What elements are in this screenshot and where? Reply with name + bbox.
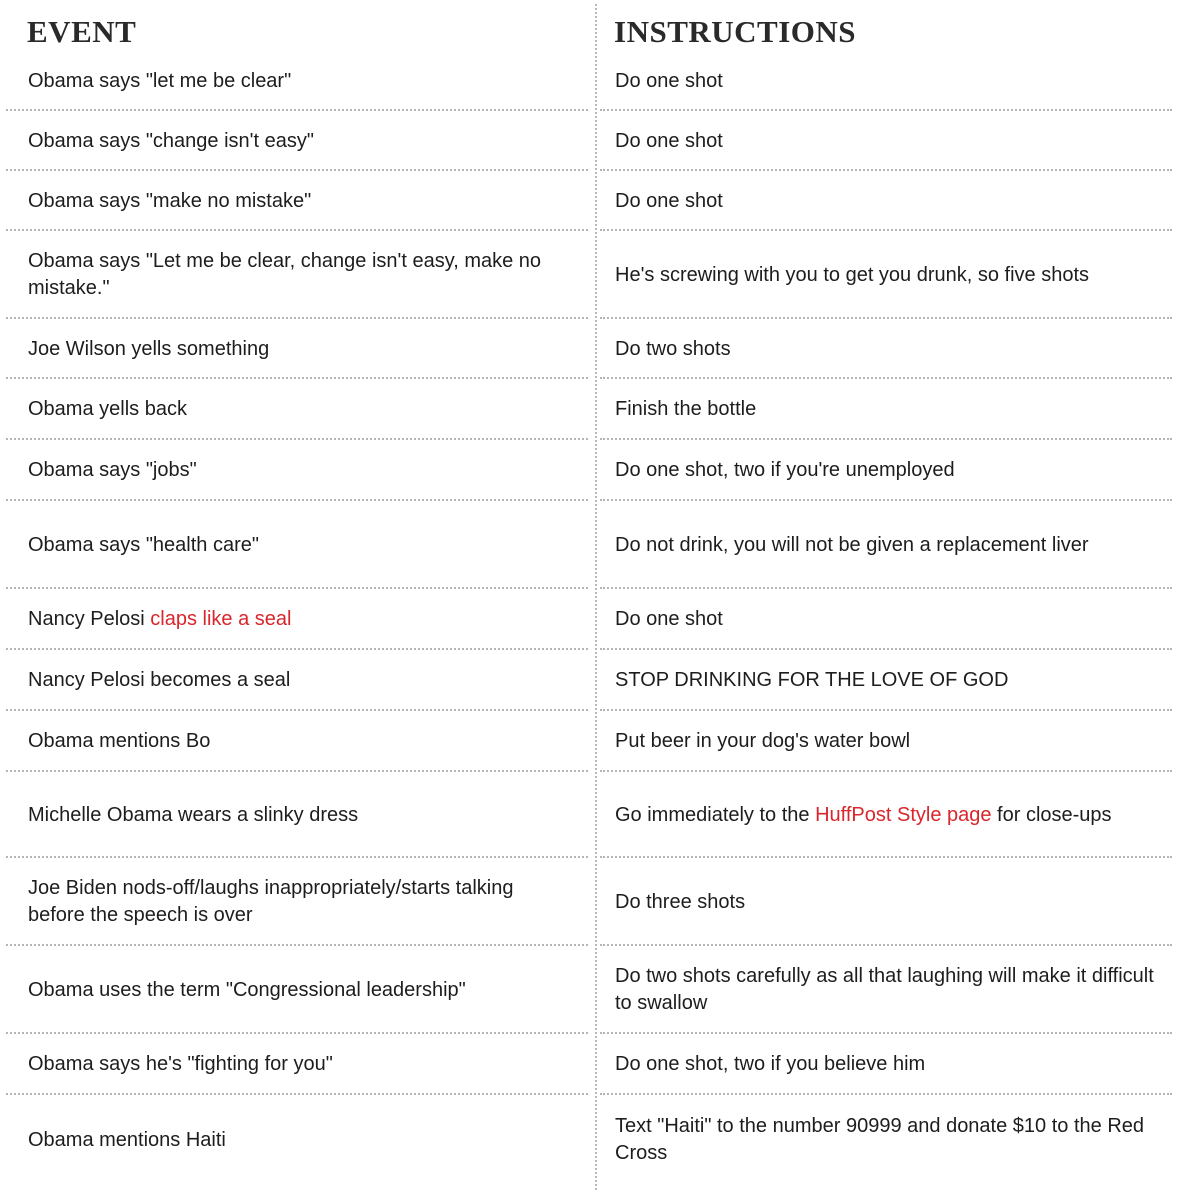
instruction-text: Do one shot	[615, 129, 723, 152]
instruction-cell	[615, 379, 1160, 440]
instruction-cell	[615, 111, 1160, 171]
event-text-prefix: Nancy Pelosi	[28, 608, 151, 630]
table-row	[0, 772, 1200, 858]
event-cell	[28, 711, 573, 772]
event-text: Obama mentions Bo	[28, 730, 211, 752]
event-cell	[28, 650, 573, 711]
instruction-cell	[615, 501, 1160, 589]
event-cell	[28, 772, 573, 858]
event-cell	[28, 440, 573, 501]
instruction-text: Do two shots	[615, 337, 731, 360]
instruction-cell	[615, 171, 1160, 231]
event-cell	[28, 589, 573, 650]
event-cell	[28, 379, 573, 440]
instruction-cell	[615, 440, 1160, 501]
instruction-cell	[615, 711, 1160, 772]
event-text: Obama says "let me be clear"	[28, 70, 292, 92]
instruction-cell	[615, 1034, 1160, 1095]
instruction-text: Do one shot, two if you're unemployed	[615, 459, 955, 481]
huffpost-style-page-link[interactable]: HuffPost Style page	[815, 803, 992, 826]
event-cell	[28, 171, 573, 231]
event-cell	[28, 52, 573, 111]
event-text	[28, 606, 291, 633]
instruction-cell	[615, 589, 1160, 650]
table-row	[0, 650, 1200, 711]
instruction-text: Do two shots carefully as all that laughing will make it difficult to swallow	[615, 965, 1154, 1014]
instruction-text: He's screwing with you to get you drunk, so five shots	[615, 263, 1090, 286]
event-cell	[28, 1095, 573, 1185]
event-cell	[28, 231, 573, 319]
instruction-cell	[615, 858, 1160, 946]
instruction-text-prefix: Go immediately to the	[615, 803, 816, 826]
table-row	[0, 711, 1200, 772]
table-row	[0, 231, 1200, 319]
event-text: Obama says "make no mistake"	[28, 189, 312, 212]
instruction-text: Do one shot	[615, 608, 723, 630]
instruction-cell	[615, 231, 1160, 319]
instruction-text: Do three shots	[615, 890, 746, 913]
event-cell	[28, 858, 573, 946]
table-row	[0, 589, 1200, 650]
table-row	[0, 379, 1200, 440]
instruction-text: Do not drink, you will not be given a replacement liver	[615, 533, 1089, 556]
event-text: Obama says "Let me be clear, change isn't easy, make no mistake."	[28, 250, 542, 299]
event-column-header: EVENT	[27, 14, 137, 49]
event-text: Obama yells back	[28, 398, 187, 420]
event-text: Obama says "jobs"	[28, 459, 197, 481]
event-cell	[28, 111, 573, 171]
instruction-cell	[615, 1095, 1160, 1185]
event-cell	[28, 319, 573, 379]
table-row	[0, 858, 1200, 946]
event-text: Michelle Obama wears a slinky dress	[28, 803, 359, 826]
instructions-column-header: INSTRUCTIONS	[614, 14, 857, 49]
instruction-text: Text "Haiti" to the number 90999 and donate $10 to the Red Cross	[615, 1115, 1145, 1164]
event-cell	[28, 946, 573, 1034]
table-row	[0, 440, 1200, 501]
event-text: Obama says he's "fighting for you"	[28, 1053, 333, 1075]
instruction-text: Put beer in your dog's water bowl	[615, 730, 911, 752]
event-text: Obama uses the term "Congressional leadership"	[28, 978, 466, 1001]
table-row	[0, 319, 1200, 379]
instruction-text: Do one shot, two if you believe him	[615, 1053, 926, 1075]
event-cell	[28, 1034, 573, 1095]
table-row	[0, 1034, 1200, 1095]
table-row	[0, 111, 1200, 171]
instruction-text	[615, 802, 1112, 829]
table-row	[0, 52, 1200, 111]
instruction-cell	[615, 319, 1160, 379]
instruction-cell	[615, 650, 1160, 711]
table-header	[0, 14, 1200, 54]
instruction-cell	[615, 772, 1160, 858]
table-row	[0, 501, 1200, 589]
table-row	[0, 946, 1200, 1034]
table-row	[0, 171, 1200, 231]
instruction-text: STOP DRINKING FOR THE LOVE OF GOD	[615, 669, 1009, 691]
event-text: Joe Wilson yells something	[28, 337, 270, 360]
instruction-cell	[615, 946, 1160, 1034]
instruction-cell	[615, 52, 1160, 111]
event-text: Nancy Pelosi becomes a seal	[28, 669, 291, 691]
event-text: Obama says "health care"	[28, 533, 259, 556]
instruction-text: Finish the bottle	[615, 398, 757, 420]
event-text: Joe Biden nods-off/laughs inappropriately/starts talking before the speech is over	[28, 877, 514, 926]
instruction-text: Do one shot	[615, 189, 723, 212]
instruction-text-suffix: for close-ups	[991, 803, 1112, 826]
event-text: Obama mentions Haiti	[28, 1128, 226, 1151]
instruction-text: Do one shot	[615, 70, 723, 92]
event-text: Obama says "change isn't easy"	[28, 129, 314, 152]
claps-like-a-seal-link[interactable]: claps like a seal	[150, 608, 292, 630]
table-row	[0, 1095, 1200, 1185]
event-cell	[28, 501, 573, 589]
